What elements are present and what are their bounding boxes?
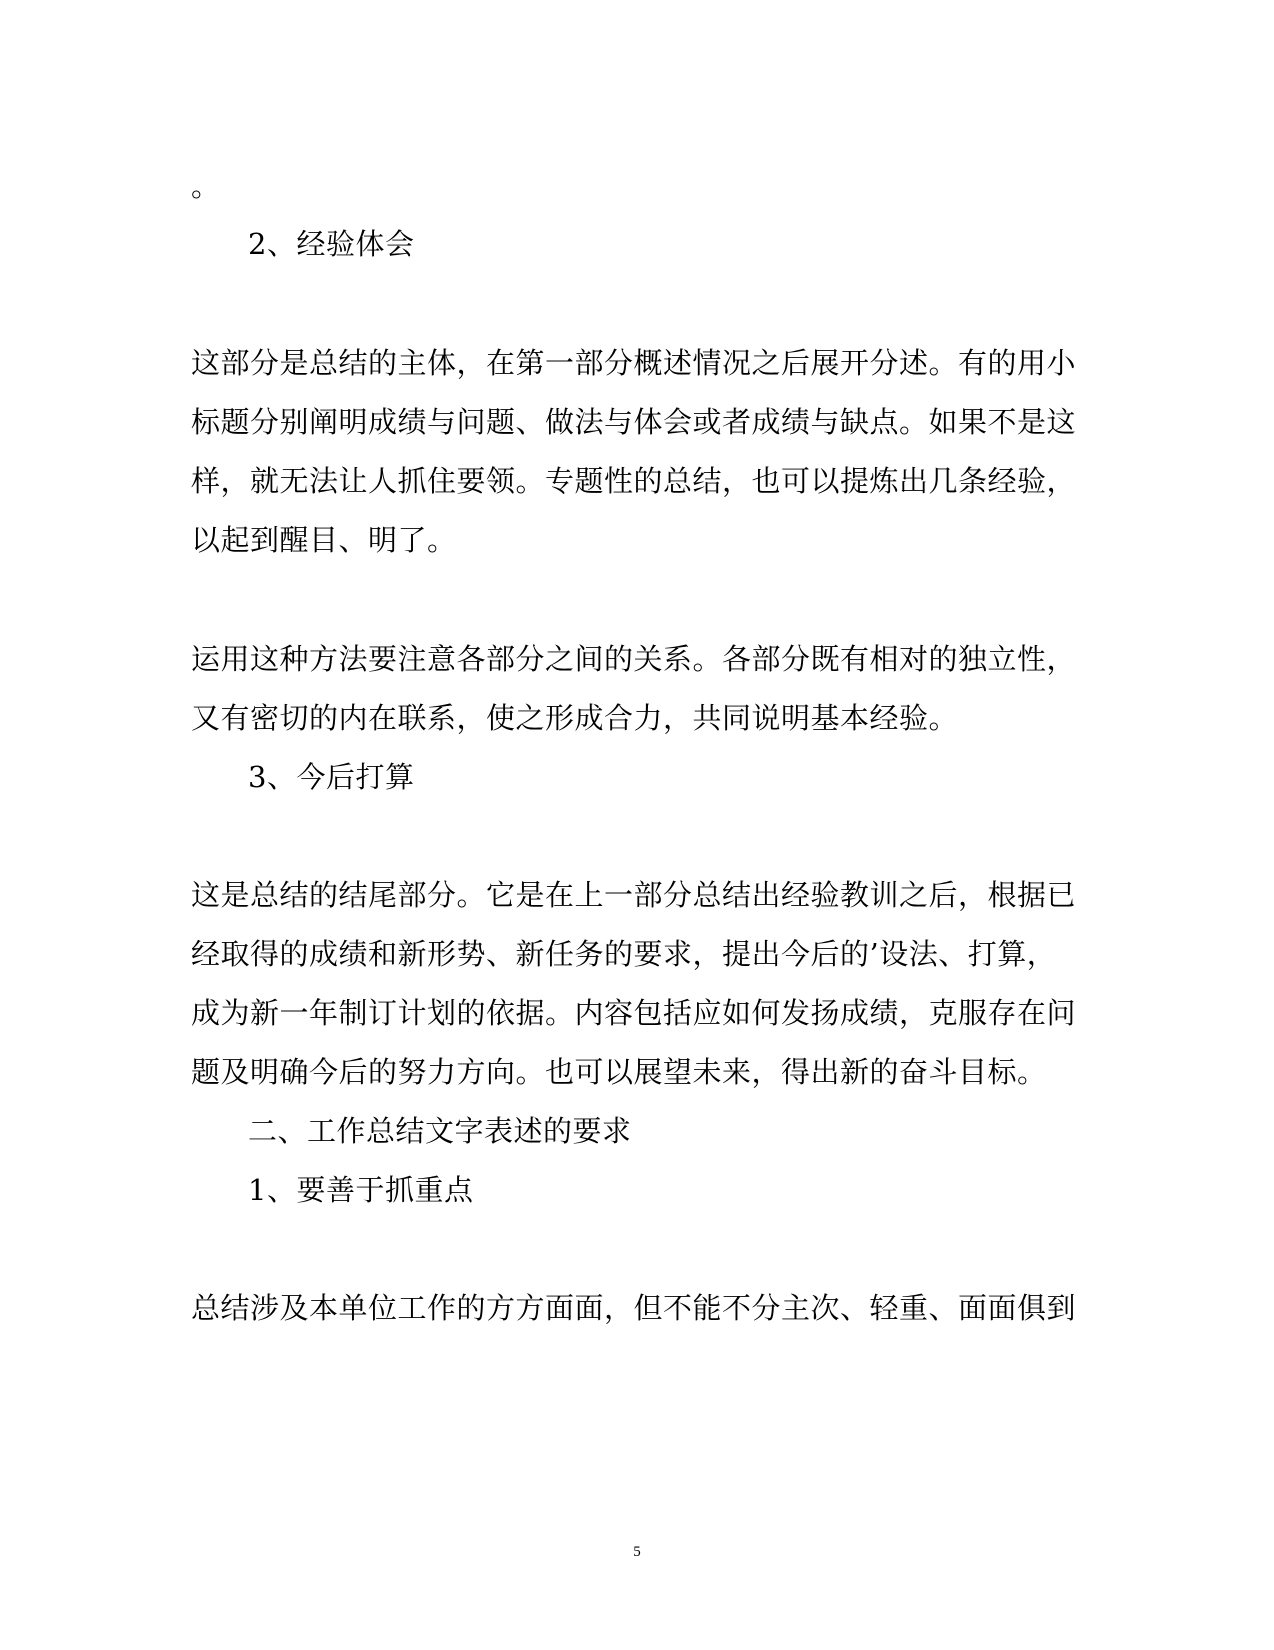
text-line: 以起到醒目、明了。 (191, 523, 457, 557)
text-line: 这是总结的结尾部分。它是在上一部分总结出经验教训之后，根据已 (191, 878, 1077, 912)
page-number: 5 (633, 1544, 641, 1560)
text-line: 又有密切的内在联系，使之形成合力，共同说明基本经验。 (191, 701, 959, 735)
text-line: 成为新一年制订计划的依据。内容包括应如何发扬成绩，克服存在问 (191, 996, 1077, 1030)
text-line: 样，就无法让人抓住要领。专题性的总结，也可以提炼出几条经验， (191, 464, 1077, 498)
section-heading: 1、要善于抓重点 (248, 1173, 474, 1207)
text-line: 标题分别阐明成绩与问题、做法与体会或者成绩与缺点。如果不是这 (191, 405, 1077, 439)
text-line: 题及明确今后的努力方向。也可以展望未来，得出新的奋斗目标。 (191, 1055, 1047, 1089)
text-line: 这部分是总结的主体，在第一部分概述情况之后展开分述。有的用小 (191, 346, 1077, 380)
text-line: 。 (191, 169, 221, 203)
section-heading: 二、工作总结文字表述的要求 (248, 1114, 632, 1148)
text-line: 总结涉及本单位工作的方方面面，但不能不分主次、轻重、面面俱到 (191, 1291, 1077, 1325)
text-line: 经取得的成绩和新形势、新任务的要求，提出今后的’设法、打算， (191, 937, 1057, 971)
section-heading: 2、经验体会 (248, 227, 415, 261)
text-line: 运用这种方法要注意各部分之间的关系。各部分既有相对的独立性， (191, 642, 1077, 676)
section-heading: 3、今后打算 (248, 760, 415, 794)
